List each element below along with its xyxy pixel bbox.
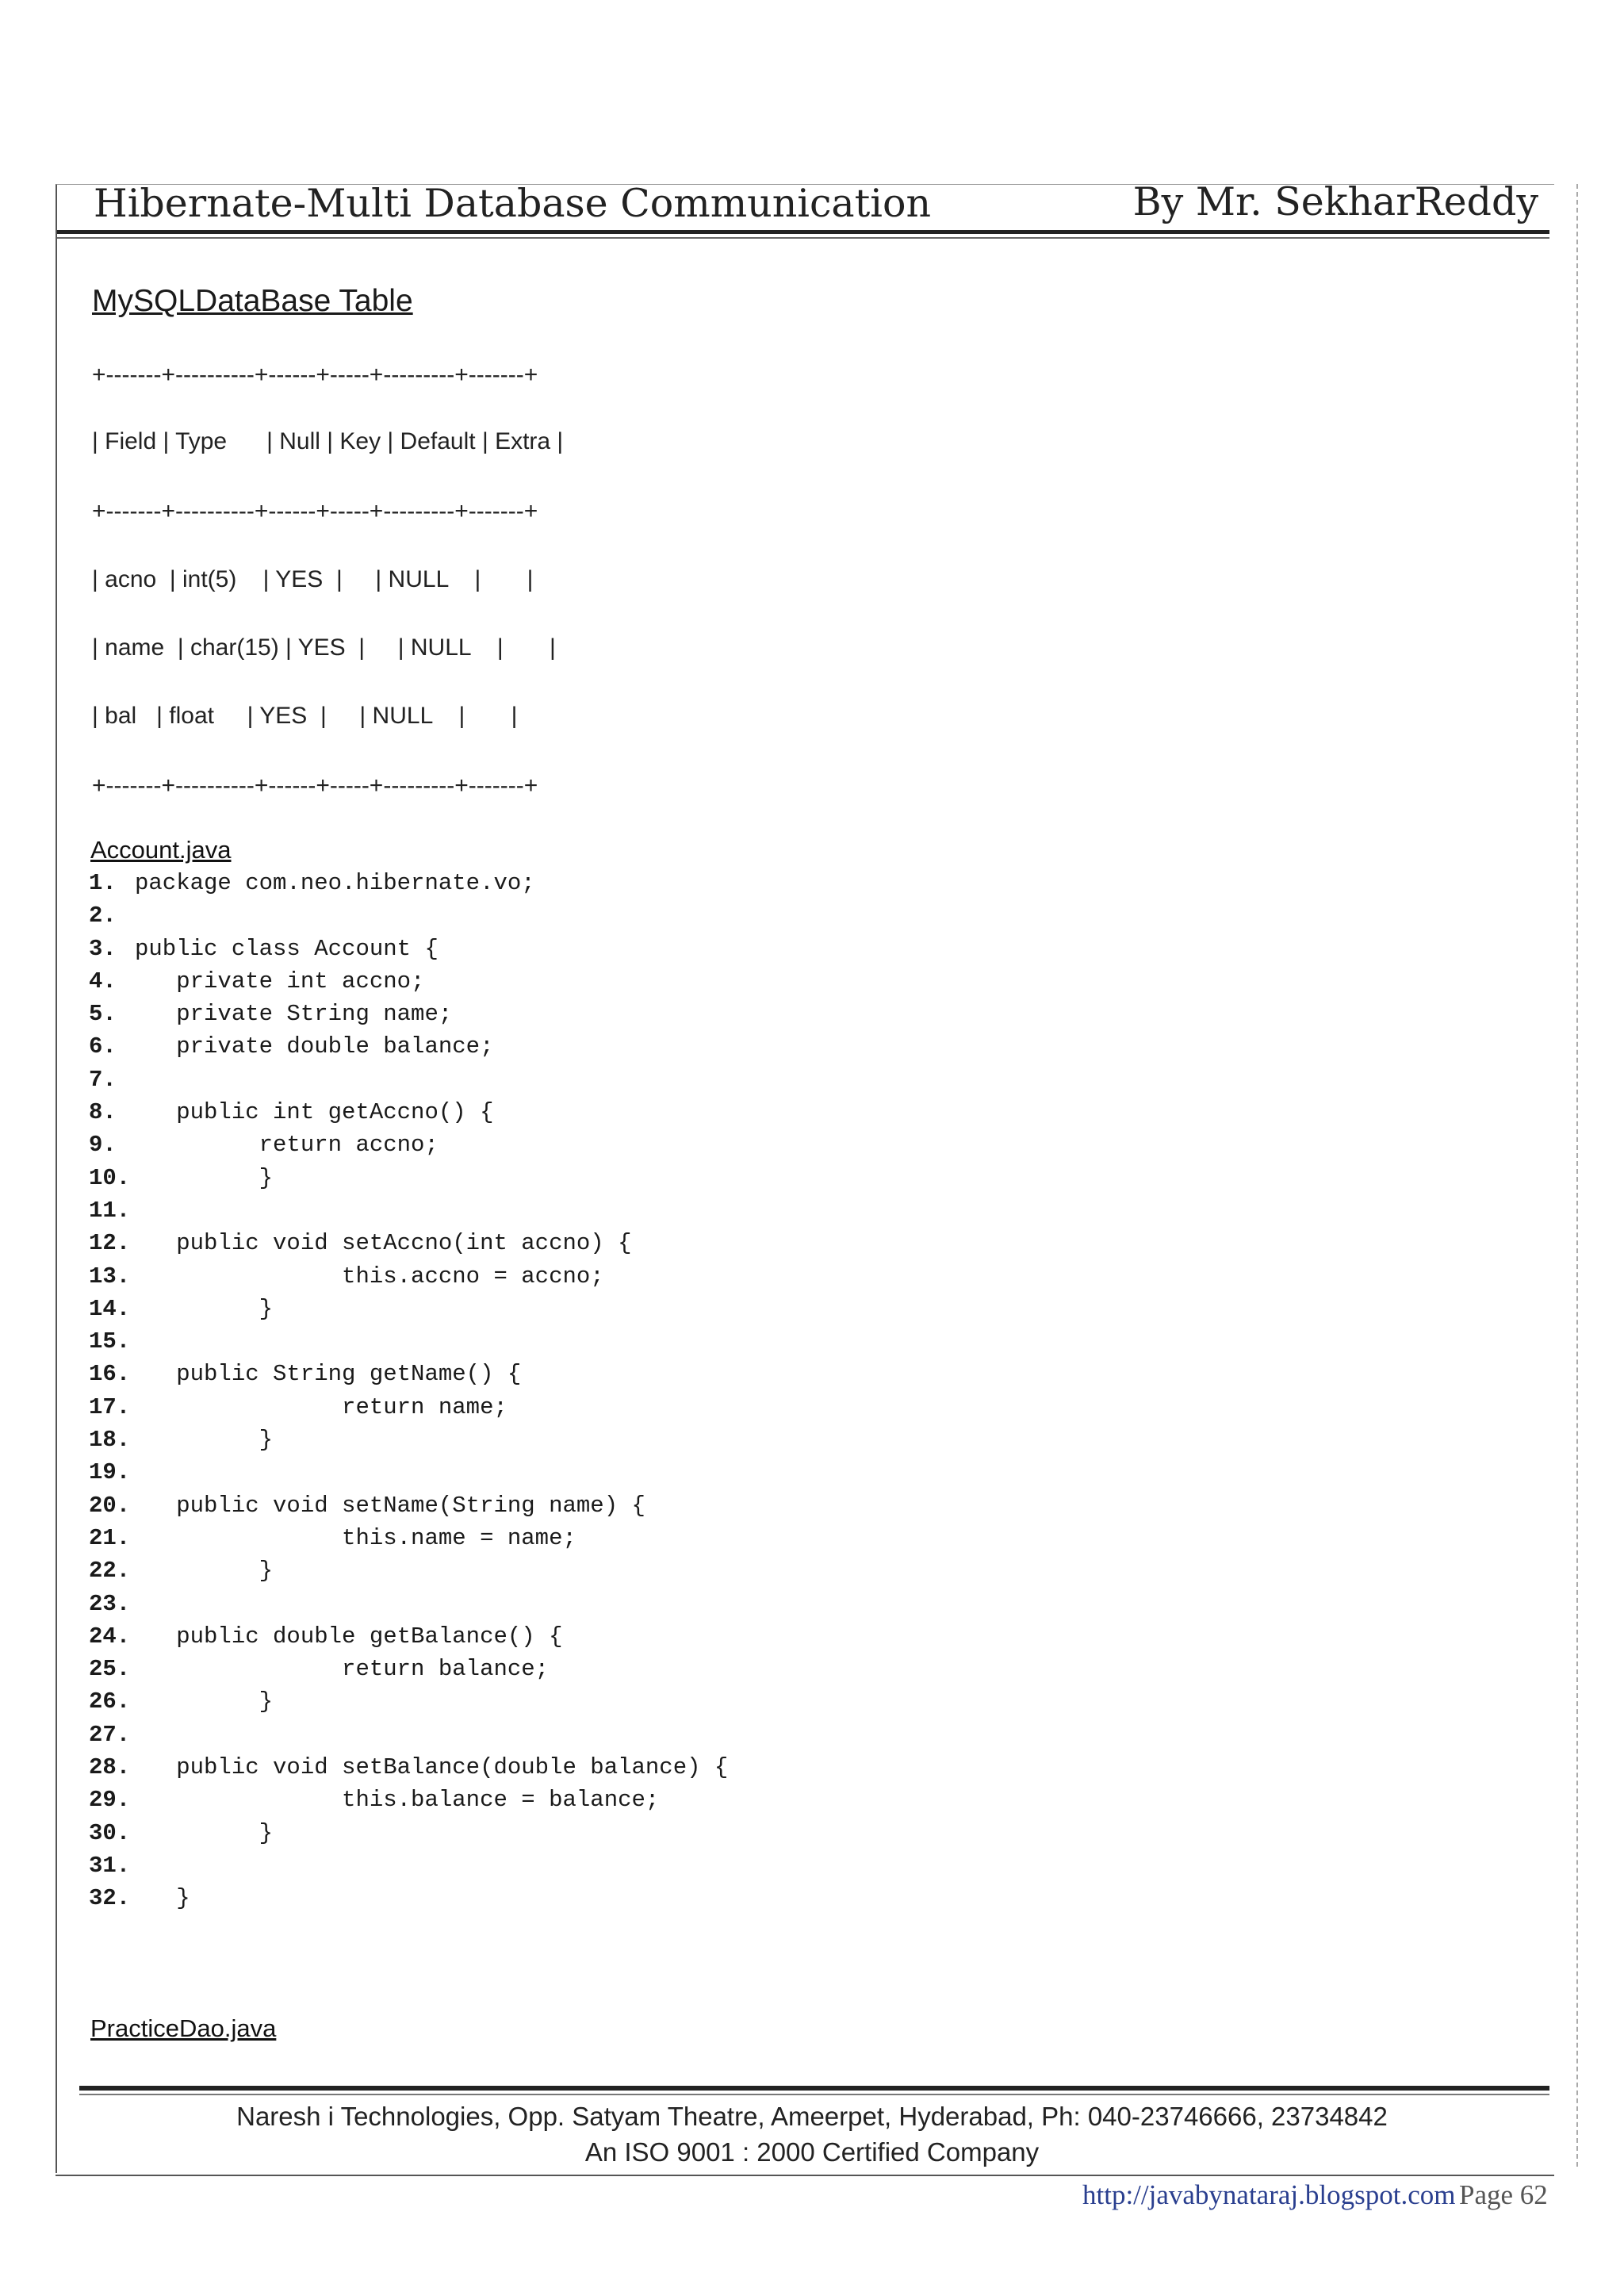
code-line (89, 1293, 728, 1325)
table-border-top: +-------+----------+------+-----+---------+-------+ (92, 362, 538, 388)
code-line (89, 1391, 728, 1424)
code-line (89, 1227, 728, 1259)
code-line-number: 2. (89, 903, 117, 929)
footer-bottom-border (56, 2175, 1554, 2176)
code-line (89, 1522, 728, 1554)
code-line-number: 20. (89, 1492, 131, 1519)
code-line-text: } (135, 1819, 274, 1846)
code-line-text: } (135, 1427, 274, 1454)
code-line (89, 1489, 728, 1522)
footer-divider (79, 2086, 1549, 2091)
practice-dao-heading: PracticeDao.java (90, 2014, 277, 2042)
code-line-text: public void setBalance(double balance) { (135, 1754, 729, 1781)
code-line-number: 24. (89, 1623, 131, 1650)
footer-divider-thin (79, 2094, 1549, 2095)
code-line (89, 1424, 728, 1456)
code-line-text: this.accno = accno; (135, 1263, 604, 1290)
mysql-table-heading: MySQLDataBase Table (92, 284, 413, 318)
code-line-number: 17. (89, 1393, 131, 1420)
code-line-number: 29. (89, 1787, 131, 1814)
code-line (89, 1030, 728, 1063)
code-line-number: 1. (89, 870, 117, 896)
account-java-heading: Account.java (90, 836, 232, 864)
code-line (89, 1325, 728, 1358)
code-line-text: } (135, 1885, 190, 1912)
code-line-number: 5. (89, 1001, 117, 1028)
account-code-listing (89, 867, 728, 1915)
code-line (89, 1358, 728, 1390)
code-line-text: this.balance = balance; (135, 1787, 660, 1814)
code-line (89, 1096, 728, 1129)
code-line-number: 21. (89, 1524, 131, 1551)
page-header-author: By Mr. SekharReddy (1132, 179, 1538, 224)
code-line-text: } (135, 1164, 274, 1191)
code-line-number: 10. (89, 1164, 131, 1191)
table-row-name: | name | char(15) | YES | | NULL | | (92, 634, 556, 661)
code-line (89, 965, 728, 998)
code-line-text: return accno; (135, 1132, 439, 1159)
code-line (89, 933, 728, 965)
footer-certification: An ISO 9001 : 2000 Certified Company (584, 2137, 1040, 2167)
code-line-number: 7. (89, 1066, 117, 1093)
code-line-number: 23. (89, 1590, 131, 1617)
code-line (89, 1456, 728, 1489)
code-line-number: 32. (89, 1885, 131, 1912)
code-line (89, 1620, 728, 1653)
code-line-number: 27. (89, 1721, 131, 1748)
code-line-text: public class Account { (135, 935, 439, 962)
code-line-text: } (135, 1558, 274, 1585)
code-line-number: 4. (89, 968, 117, 995)
code-line-text: return balance; (135, 1656, 550, 1683)
code-line (89, 1685, 728, 1718)
code-line (89, 1129, 728, 1161)
page-header-title: Hibernate-Multi Database Communication (94, 181, 932, 226)
page-number: Page 62 (1459, 2179, 1548, 2210)
code-line (89, 1194, 728, 1227)
code-line-number: 11. (89, 1197, 131, 1224)
code-line-text: return name; (135, 1393, 508, 1420)
code-line (89, 1817, 728, 1849)
footer-address: Naresh i Technologies, Opp. Satyam Theatre, Ameerpet, Hyderabad, Ph: 040-23746666, 23734842 (236, 2102, 1388, 2131)
code-line-text: public void setAccno(int accno) { (135, 1230, 632, 1257)
code-line (89, 1162, 728, 1194)
code-line (89, 1064, 728, 1096)
code-line (89, 1784, 728, 1816)
code-line (89, 1554, 728, 1587)
code-line-text: private int accno; (135, 968, 425, 995)
blog-url: http://javabynataraj.blogspot.com (1082, 2179, 1456, 2210)
table-border-mid: +-------+----------+------+-----+---------+-------+ (92, 498, 538, 524)
binding-edge (1576, 184, 1580, 2167)
code-line-number: 15. (89, 1328, 131, 1355)
header-divider (57, 230, 1549, 234)
code-line-number: 12. (89, 1230, 131, 1257)
code-line-number: 22. (89, 1558, 131, 1585)
code-line (89, 1751, 728, 1784)
code-line-number: 8. (89, 1099, 117, 1126)
code-line (89, 1653, 728, 1685)
table-header-row: | Field | Type | Null | Key | Default | Extra | (92, 428, 564, 454)
code-line-number: 13. (89, 1263, 131, 1290)
code-line-text: public int getAccno() { (135, 1099, 494, 1126)
code-line-number: 31. (89, 1852, 131, 1879)
code-line (89, 1588, 728, 1620)
code-line-text: private String name; (135, 1001, 453, 1028)
code-line-number: 30. (89, 1819, 131, 1846)
code-line (89, 867, 728, 899)
table-row-acno: | acno | int(5) | YES | | NULL | | (92, 566, 534, 592)
code-line-number: 3. (89, 935, 117, 962)
code-line-text: } (135, 1688, 274, 1715)
code-line-text: public String getName() { (135, 1361, 522, 1388)
code-line (89, 899, 728, 932)
code-line-number: 16. (89, 1361, 131, 1388)
code-line-text: public double getBalance() { (135, 1623, 563, 1650)
code-line-text: } (135, 1295, 274, 1322)
code-line-number: 18. (89, 1427, 131, 1454)
code-line-number: 26. (89, 1688, 131, 1715)
code-line-text: package com.neo.hibernate.vo; (135, 870, 535, 896)
code-line (89, 998, 728, 1030)
header-divider-thin (57, 237, 1549, 239)
code-line (89, 1849, 728, 1882)
code-line-text: public void setName(String name) { (135, 1492, 645, 1519)
code-line-number: 25. (89, 1656, 131, 1683)
table-border-bottom: +-------+----------+------+-----+---------+-------+ (92, 772, 538, 799)
code-line-text: this.name = name; (135, 1524, 576, 1551)
code-line (89, 1882, 728, 1914)
table-row-bal: | bal | float | YES | | NULL | | (92, 703, 518, 729)
code-line-text: private double balance; (135, 1033, 494, 1060)
code-line-number: 14. (89, 1295, 131, 1322)
code-line-number: 28. (89, 1754, 131, 1781)
code-line-number: 9. (89, 1132, 117, 1159)
code-line-number: 19. (89, 1459, 131, 1486)
code-line (89, 1719, 728, 1751)
code-line (89, 1260, 728, 1293)
code-line-number: 6. (89, 1033, 117, 1060)
